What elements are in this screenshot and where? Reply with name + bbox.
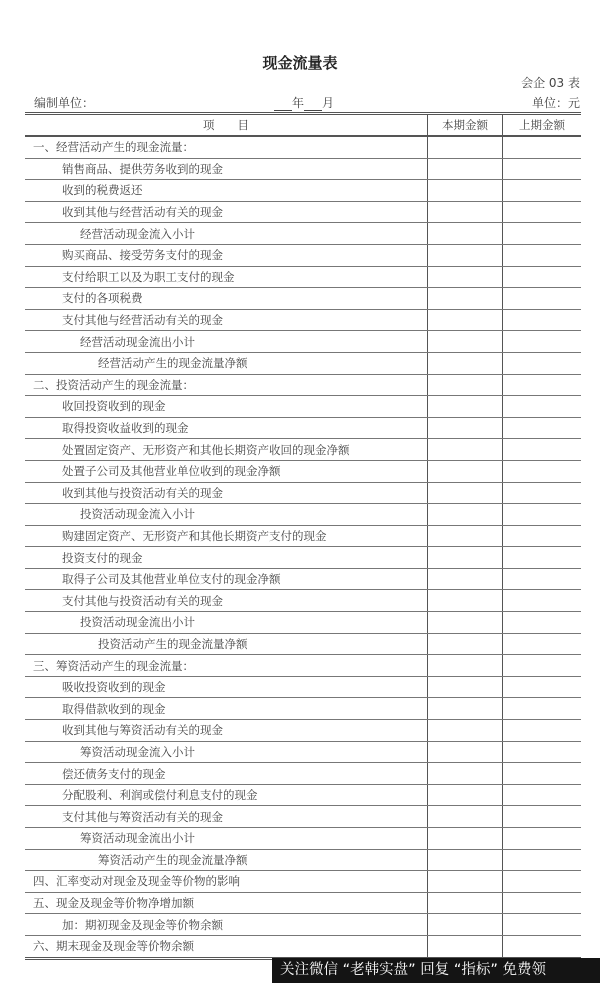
row-label: 收到其他与筹资活动有关的现金 <box>25 720 428 742</box>
table-row <box>25 331 581 353</box>
row-label: 三、筹资活动产生的现金流量： <box>25 655 428 677</box>
year-label: 年 <box>292 96 305 110</box>
table-row <box>25 439 581 461</box>
prior-amount-cell[interactable] <box>503 439 582 461</box>
current-amount-cell[interactable] <box>428 849 503 871</box>
prior-amount-cell[interactable] <box>503 935 582 958</box>
row-label: 投资支付的现金 <box>25 547 428 569</box>
table-row <box>25 784 581 806</box>
prepared-by-label: 编制单位： <box>34 96 95 110</box>
row-label: 支付其他与筹资活动有关的现金 <box>25 806 428 828</box>
current-amount-cell[interactable] <box>428 352 503 374</box>
table-row <box>25 655 581 677</box>
table-row <box>25 244 581 266</box>
current-amount-cell[interactable] <box>428 309 503 331</box>
prior-amount-cell[interactable] <box>503 633 582 655</box>
current-amount-cell[interactable] <box>428 136 503 158</box>
current-amount-cell[interactable] <box>428 871 503 893</box>
prior-amount-cell[interactable] <box>503 504 582 526</box>
row-label: 处置固定资产、无形资产和其他长期资产收回的现金净额 <box>25 439 428 461</box>
row-label: 经营活动产生的现金流量净额 <box>25 352 428 374</box>
table-row <box>25 504 581 526</box>
current-amount-cell[interactable] <box>428 828 503 850</box>
row-label: 取得借款收到的现金 <box>25 698 428 720</box>
current-amount-cell[interactable] <box>428 417 503 439</box>
row-label: 投资活动产生的现金流量净额 <box>25 633 428 655</box>
current-amount-cell[interactable] <box>428 547 503 569</box>
row-label: 偿还债务支付的现金 <box>25 763 428 785</box>
table-row <box>25 460 581 482</box>
row-label: 处置子公司及其他营业单位收到的现金净额 <box>25 460 428 482</box>
row-label: 筹资活动现金流入小计 <box>25 741 428 763</box>
prior-amount-cell[interactable] <box>503 784 582 806</box>
report-date <box>274 94 334 111</box>
prior-amount-cell[interactable] <box>503 676 582 698</box>
current-amount-cell[interactable] <box>428 158 503 180</box>
prior-amount-cell[interactable] <box>503 720 582 742</box>
prior-amount-cell[interactable] <box>503 266 582 288</box>
row-label: 六、期末现金及现金等价物余额 <box>25 935 428 958</box>
current-amount-cell[interactable] <box>428 439 503 461</box>
watermark-banner: 关注微信 “老韩实盘” 回复 “指标” 免费领 <box>272 958 600 983</box>
current-amount-cell[interactable] <box>428 568 503 590</box>
prior-amount-cell[interactable] <box>503 590 582 612</box>
table-row <box>25 374 581 396</box>
current-amount-cell[interactable] <box>428 590 503 612</box>
current-amount-cell[interactable] <box>428 331 503 353</box>
row-label: 经营活动现金流入小计 <box>25 223 428 245</box>
prior-amount-cell[interactable] <box>503 547 582 569</box>
prior-amount-cell[interactable] <box>503 417 582 439</box>
current-amount-cell[interactable] <box>428 223 503 245</box>
prior-amount-cell[interactable] <box>503 288 582 310</box>
prior-amount-cell[interactable] <box>503 849 582 871</box>
table-row <box>25 568 581 590</box>
current-amount-cell[interactable] <box>428 698 503 720</box>
table-row <box>25 676 581 698</box>
table-row <box>25 698 581 720</box>
table-row <box>25 136 581 158</box>
row-label: 五、现金及现金等价物净增加额 <box>25 892 428 914</box>
table-row <box>25 547 581 569</box>
row-label: 筹资活动现金流出小计 <box>25 828 428 850</box>
prior-amount-cell[interactable] <box>503 309 582 331</box>
prior-amount-cell[interactable] <box>503 741 582 763</box>
table-row <box>25 935 581 958</box>
current-amount-cell[interactable] <box>428 201 503 223</box>
table-row <box>25 741 581 763</box>
row-label: 四、汇率变动对现金及现金等价物的影响 <box>25 871 428 893</box>
prior-amount-cell[interactable] <box>503 482 582 504</box>
month-label: 月 <box>322 96 335 110</box>
row-label: 筹资活动产生的现金流量净额 <box>25 849 428 871</box>
row-label: 收到其他与投资活动有关的现金 <box>25 482 428 504</box>
current-amount-cell[interactable] <box>428 482 503 504</box>
prior-amount-cell[interactable] <box>503 698 582 720</box>
prior-amount-cell[interactable] <box>503 158 582 180</box>
row-label: 支付其他与投资活动有关的现金 <box>25 590 428 612</box>
cash-flow-table <box>25 112 581 960</box>
table-header <box>25 114 581 137</box>
current-amount-cell[interactable] <box>428 676 503 698</box>
current-amount-cell[interactable] <box>428 784 503 806</box>
table-row <box>25 849 581 871</box>
table-row <box>25 288 581 310</box>
table-row <box>25 871 581 893</box>
current-amount-cell[interactable] <box>428 806 503 828</box>
table-row <box>25 482 581 504</box>
table-row <box>25 201 581 223</box>
header-prior-period: 上期金额 <box>503 114 582 137</box>
prior-amount-cell[interactable] <box>503 223 582 245</box>
current-amount-cell[interactable] <box>428 525 503 547</box>
header-current-period: 本期金额 <box>428 114 503 137</box>
prior-amount-cell[interactable] <box>503 331 582 353</box>
table-row <box>25 352 581 374</box>
current-amount-cell[interactable] <box>428 396 503 418</box>
row-label: 取得子公司及其他营业单位支付的现金净额 <box>25 568 428 590</box>
table-row <box>25 914 581 936</box>
row-label: 购建固定资产、无形资产和其他长期资产支付的现金 <box>25 525 428 547</box>
current-amount-cell[interactable] <box>428 374 503 396</box>
current-amount-cell[interactable] <box>428 935 503 958</box>
prior-amount-cell[interactable] <box>503 460 582 482</box>
table-row <box>25 892 581 914</box>
prior-amount-cell[interactable] <box>503 914 582 936</box>
current-amount-cell[interactable] <box>428 612 503 634</box>
prior-amount-cell[interactable] <box>503 201 582 223</box>
table-row <box>25 612 581 634</box>
prior-amount-cell[interactable] <box>503 396 582 418</box>
form-code: 会企 03 表 <box>521 76 580 90</box>
row-label: 支付给职工以及为职工支付的现金 <box>25 266 428 288</box>
row-label: 收回投资收到的现金 <box>25 396 428 418</box>
row-label: 购买商品、接受劳务支付的现金 <box>25 244 428 266</box>
prior-amount-cell[interactable] <box>503 828 582 850</box>
current-amount-cell[interactable] <box>428 244 503 266</box>
table-row <box>25 266 581 288</box>
currency-unit: 单位：元 <box>531 96 580 110</box>
header-item: 项 目 <box>25 114 428 137</box>
table-row <box>25 396 581 418</box>
row-label: 分配股利、利润或偿付利息支付的现金 <box>25 784 428 806</box>
row-label: 吸收投资收到的现金 <box>25 676 428 698</box>
prior-amount-cell[interactable] <box>503 612 582 634</box>
row-label: 投资活动现金流出小计 <box>25 612 428 634</box>
prior-amount-cell[interactable] <box>503 136 582 158</box>
row-label: 销售商品、提供劳务收到的现金 <box>25 158 428 180</box>
current-amount-cell[interactable] <box>428 504 503 526</box>
table-row <box>25 720 581 742</box>
prior-amount-cell[interactable] <box>503 374 582 396</box>
row-label: 一、经营活动产生的现金流量： <box>25 136 428 158</box>
current-amount-cell[interactable] <box>428 741 503 763</box>
prior-amount-cell[interactable] <box>503 525 582 547</box>
table-row <box>25 525 581 547</box>
table-row <box>25 223 581 245</box>
current-amount-cell[interactable] <box>428 288 503 310</box>
table-row <box>25 158 581 180</box>
prior-amount-cell[interactable] <box>503 871 582 893</box>
row-label: 取得投资收益收到的现金 <box>25 417 428 439</box>
prior-amount-cell[interactable] <box>503 655 582 677</box>
prior-amount-cell[interactable] <box>503 244 582 266</box>
prior-amount-cell[interactable] <box>503 568 582 590</box>
current-amount-cell[interactable] <box>428 180 503 202</box>
prior-amount-cell[interactable] <box>503 892 582 914</box>
row-label: 收到的税费返还 <box>25 180 428 202</box>
row-label: 投资活动现金流入小计 <box>25 504 428 526</box>
current-amount-cell[interactable] <box>428 460 503 482</box>
row-label: 加：期初现金及现金等价物余额 <box>25 914 428 936</box>
current-amount-cell[interactable] <box>428 763 503 785</box>
row-label: 二、投资活动产生的现金流量： <box>25 374 428 396</box>
table-row <box>25 763 581 785</box>
table-row <box>25 417 581 439</box>
prior-amount-cell[interactable] <box>503 352 582 374</box>
table-row <box>25 633 581 655</box>
row-label: 支付其他与经营活动有关的现金 <box>25 309 428 331</box>
current-amount-cell[interactable] <box>428 892 503 914</box>
table-row <box>25 806 581 828</box>
table-row <box>25 309 581 331</box>
current-amount-cell[interactable] <box>428 633 503 655</box>
table-row <box>25 590 581 612</box>
current-amount-cell[interactable] <box>428 720 503 742</box>
prior-amount-cell[interactable] <box>503 763 582 785</box>
row-label: 支付的各项税费 <box>25 288 428 310</box>
table-row <box>25 180 581 202</box>
row-label: 收到其他与经营活动有关的现金 <box>25 201 428 223</box>
current-amount-cell[interactable] <box>428 266 503 288</box>
table-row <box>25 828 581 850</box>
document-title: 现金流量表 <box>262 54 338 72</box>
row-label: 经营活动现金流出小计 <box>25 331 428 353</box>
current-amount-cell[interactable] <box>428 914 503 936</box>
prior-amount-cell[interactable] <box>503 806 582 828</box>
prior-amount-cell[interactable] <box>503 180 582 202</box>
current-amount-cell[interactable] <box>428 655 503 677</box>
